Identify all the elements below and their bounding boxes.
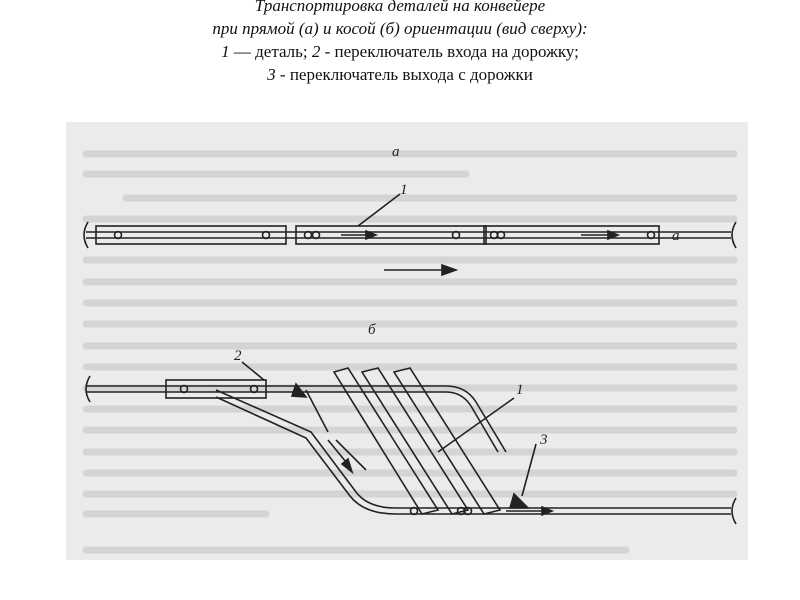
label-b: б xyxy=(368,322,376,338)
caption-subtitle: при прямой (а) и косой (б) ориентации (вид сверху): xyxy=(212,19,588,38)
part-a-1 xyxy=(96,226,286,244)
caption-title: Транспортировка деталей на конвейере xyxy=(254,0,546,15)
part-a-2 xyxy=(296,226,486,244)
conveyor-diagram xyxy=(66,122,748,560)
break-mark-right-b xyxy=(732,498,736,524)
figure-caption xyxy=(0,0,800,86)
label-a: а xyxy=(392,144,400,160)
caption-legend-2: 3 - переключатель выхода с дорожки xyxy=(267,65,533,84)
label-3: 3 xyxy=(540,432,548,448)
background-text-ghost xyxy=(86,154,734,550)
break-mark-left-a xyxy=(84,222,88,248)
label-1-bottom: 1 xyxy=(516,382,524,398)
label-a-small: а xyxy=(672,228,680,244)
label-2: 2 xyxy=(234,348,242,364)
label-1-top: 1 xyxy=(400,182,408,198)
caption-legend-1: 1 — деталь; 2 - переключатель входа на дорожку; xyxy=(221,42,579,61)
break-mark-right-a xyxy=(732,222,736,248)
part-a-3 xyxy=(484,226,659,244)
conveyor-svg xyxy=(66,122,748,560)
